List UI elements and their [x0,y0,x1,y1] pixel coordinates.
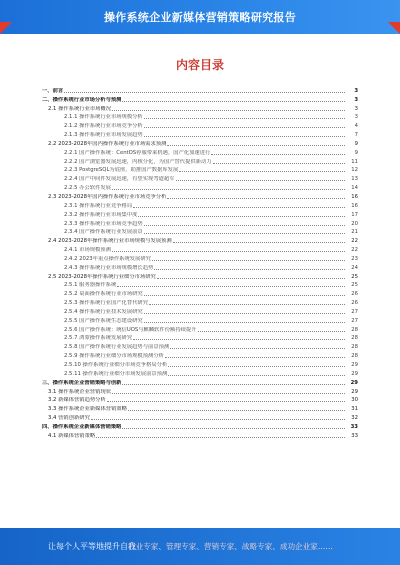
toc-entry[interactable] [40,351,358,360]
toc-entry[interactable] [40,334,358,343]
toc-entry-title: 3.4 营销创新研究 [48,415,90,422]
toc-entry-title: 2.3.1 操作系统行业竞争格局 [64,202,133,209]
toc-entry-title: 2.3.3 操作系统行业市场竞争趋势 [64,220,143,227]
toc-leader-dots [152,260,345,261]
toc-heading: 内容目录 [175,58,224,72]
toc-entry[interactable] [40,148,358,157]
toc-entry[interactable] [40,95,358,104]
toc-leader-dots [167,198,345,199]
toc-entry-page: 29 [351,362,358,368]
toc-leader-dots [144,136,345,137]
toc-leader-dots [165,357,345,358]
toc-entry-page: 13 [351,176,358,183]
toc-entry-page: 9 [354,149,358,156]
toc-entry-page: 26 [351,300,358,307]
toc-entry-page: 23 [351,255,358,262]
toc-entry[interactable] [40,378,358,387]
toc-entry-title: 2.5.6 国产操作系统：统信UOS与麒麟软件份额持续提升 [64,326,197,333]
toc-entry-title: 2.2.4 国产中间件发展迅速，有望实现弯道超车 [64,176,175,183]
toc-entry-title: 3.2 新媒体营销趋势分析 [48,397,106,404]
toc-entry-page: 27 [351,317,358,324]
toc-entry-page: 14 [351,185,358,192]
toc-entry-page: 16 [351,193,358,200]
toc-leader-dots [96,437,345,438]
toc-entry[interactable] [40,130,358,139]
toc-entry[interactable] [40,254,358,263]
toc-leader-dots [91,419,345,420]
toc-leader-dots [144,322,345,323]
toc-entry-title: 3.1 操作系统企业营销现状 [48,388,112,395]
toc-leader-dots [112,393,345,394]
toc-entry-page: 22 [351,247,358,254]
toc-leader-dots [176,180,345,181]
toc-entry-page: 30 [351,397,358,404]
toc-entry[interactable] [40,325,358,334]
toc-entry-title: 2.2.2 国产浏览器发展迅速，内核分化，为国产替代提供新动力 [64,158,212,165]
toc-leader-dots [144,295,345,296]
toc-entry-page: 32 [351,415,358,422]
toc-leader-dots [144,118,345,119]
toc-entry[interactable] [40,113,358,122]
toc-entry-page: 3 [354,87,358,94]
toc-entry-page: 3 [354,105,358,112]
toc-entry[interactable] [40,342,358,351]
toc-entry[interactable] [40,201,358,210]
toc-entry-title: 2.3.4 国产操作系统行业发展前景 [64,229,143,236]
toc-leader-dots [112,110,345,111]
toc-entry-page: 17 [351,211,358,218]
toc-entry-title: 3.3 操作系统企业新媒体营销策略 [48,406,127,413]
toc-leader-dots [133,207,345,208]
toc-leader-dots [149,304,345,305]
toc-leader-dots [198,331,345,332]
toc-entry[interactable] [40,174,358,183]
toc-entry[interactable] [40,281,358,290]
toc-entry-page: 27 [351,308,358,315]
toc-entry-title: 2.4.2 2023年重点操作系统发展研究 [64,255,151,262]
toc-leader-dots [112,251,345,252]
toc-leader-dots [173,242,345,243]
toc-leader-dots [144,127,345,128]
toc-entry-page: 25 [351,273,358,280]
toc-leader-dots [211,154,345,155]
toc-entry[interactable] [40,369,358,378]
toc-entry-page: 33 [351,432,358,439]
toc-entry-title: 2.5.4 操作系统行业技术发展研究 [64,308,143,315]
toc-leader-dots [133,339,345,340]
toc-entry-page: 22 [351,238,358,245]
toc-entry[interactable] [40,263,358,272]
toc-entry-page: 12 [351,167,358,174]
footer-slogan: 让每个人平等地提升自我 [48,542,136,551]
toc-entry-page: 29 [351,388,358,395]
toc-entry-title: 2.5.5 国产操作系统生态建设研究 [64,317,143,324]
toc-entry[interactable] [40,236,358,245]
toc-entry-title: 2.5.1 服务器操作系统 [64,282,117,289]
toc-entry-title: 2.3 2023-2028年国内操作系统行业市场竞争分析 [48,193,167,200]
toc-leader-dots [122,101,345,102]
toc-entry-title: 三、操作系统企业营销策略与创新 [42,379,122,386]
toc-entry[interactable] [40,431,358,440]
toc-entry-title: 四、操作系统企业新媒体营销策略 [42,423,122,430]
toc-leader-dots [144,233,345,234]
toc-entry-title: 2.5 2023-2028年操作系统行业细分市场研究 [48,273,156,280]
toc-entry-page: 25 [351,282,358,289]
toc-entry-title: 2.5.10 操作系统行业细分市场竞争格局分析 [64,362,168,368]
toc-leader-dots [154,269,345,270]
toc-leader-dots [168,375,345,376]
toc-leader-dots [168,366,345,367]
toc-entry-title: 2.4.3 操作系统行业市场规模增长趋势 [64,264,154,271]
toc-entry-page: 29 [350,379,358,386]
toc-leader-dots [122,384,345,385]
toc-entry[interactable] [40,183,358,192]
toc-entry-page: 29 [351,370,358,377]
toc-entry-title: 二、操作系统行业市场分析与预测 [42,96,122,103]
toc-entry[interactable] [40,307,358,316]
toc-entry[interactable] [40,228,358,237]
toc-leader-dots [128,410,345,411]
toc-entry-title: 2.2.3 PostgreSQL为底座，助推国产数据库发展 [64,167,179,174]
toc-entry-page: 9 [354,140,358,147]
toc-entry-title: 2.2.1 国产操作系统：CentOS停服带来机遇，国产化加速进行 [64,149,211,156]
toc-entry[interactable] [40,289,358,298]
toc-entry[interactable] [40,219,358,228]
toc-leader-dots [122,428,345,429]
toc-entry-title: 2.4 2023-2028年操作系统行业市场规模与发展预测 [48,238,172,245]
toc-entry[interactable] [40,387,358,396]
toc-entry[interactable] [40,166,358,175]
toc-entry-page: 20 [351,220,358,227]
toc-entry[interactable] [40,86,358,95]
toc-entry-title: 2.5.3 操作系统行业国产化替代研究 [64,300,149,307]
toc-entry-page: 11 [351,158,358,165]
toc-entry-title: 2.5.7 鸿蒙操作系统发展研究 [64,335,133,342]
toc-entry-page: 31 [351,406,358,413]
toc-leader-dots [167,145,345,146]
toc-entry-page: 16 [351,202,358,209]
toc-entry[interactable] [40,139,358,148]
toc-entry[interactable] [40,157,358,166]
toc-entry-title: 2.2 2023-2028年国内操作系统行业市场需求预测 [48,140,167,147]
toc-entry-title: 2.5.9 操作系统行业细分市场规模预测分析 [64,353,164,360]
toc-entry-page: 28 [351,344,358,351]
toc-entry-page: 4 [354,123,358,130]
toc-entry-title: 2.1.3 操作系统行业市场发展趋势 [64,132,143,139]
toc-entry-page: 7 [354,132,358,139]
report-title: 操作系统企业新媒体营销策略研究报告 [103,11,297,24]
footer-tagline: 行业专家、管理专家、营销专家、战略专家、成功企业家…… [128,542,334,551]
toc-leader-dots [157,278,345,279]
toc-entry[interactable] [40,121,358,130]
table-of-contents [40,86,358,440]
toc-entry[interactable] [40,422,358,431]
toc-entry-page: 28 [351,353,358,360]
toc-entry-title: 一、前言 [42,87,64,94]
toc-leader-dots [170,348,345,349]
toc-entry-title: 2.5.2 桌面操作系统行业市场研究 [64,291,143,298]
toc-leader-dots [144,225,345,226]
toc-entry-title: 2.5.11 操作系统行业细分市场发展前景预测 [64,370,168,377]
toc-entry[interactable] [40,245,358,254]
toc-entry[interactable] [40,104,358,113]
toc-leader-dots [213,163,345,164]
toc-entry-page: 21 [351,229,358,236]
toc-entry-page: 3 [354,96,358,103]
toc-entry-title: 2.5.8 国产操作系统行业发展趋势与前景预测 [64,344,170,351]
toc-entry[interactable] [40,272,358,281]
toc-entry-page: 28 [351,326,358,333]
toc-leader-dots [117,286,345,287]
toc-entry[interactable] [40,404,358,413]
toc-leader-dots [64,92,345,93]
toc-entry[interactable] [40,396,358,405]
toc-leader-dots [179,171,345,172]
toc-entry[interactable] [40,192,358,201]
toc-entry-page: 26 [351,291,358,298]
toc-entry-title: 2.1 操作系统行业市场概况 [48,105,112,112]
toc-entry[interactable] [40,360,358,369]
toc-entry[interactable] [40,298,358,307]
toc-entry[interactable] [40,413,358,422]
toc-entry-page: 3 [354,114,358,121]
toc-leader-dots [112,189,345,190]
toc-entry-page: 33 [350,423,358,430]
toc-leader-dots [144,313,345,314]
toc-entry-page: 24 [351,264,358,271]
toc-leader-dots [138,216,345,217]
toc-entry-title: 4.1 新媒体营销策略 [48,432,96,439]
toc-leader-dots [107,401,345,402]
toc-entry-page: 28 [351,335,358,342]
toc-entry[interactable] [40,316,358,325]
toc-entry-title: 2.2.5 办公软件发展 [64,185,111,192]
toc-entry-title: 2.1.1 操作系统行业市场规模分析 [64,114,143,121]
toc-entry-title: 2.3.2 操作系统行业市场集中度 [64,211,138,218]
toc-entry-title: 2.1.2 操作系统行业市场竞争分析 [64,123,143,130]
toc-entry-title: 2.4.1 市场规模预测 [64,247,111,254]
toc-entry[interactable] [40,210,358,219]
